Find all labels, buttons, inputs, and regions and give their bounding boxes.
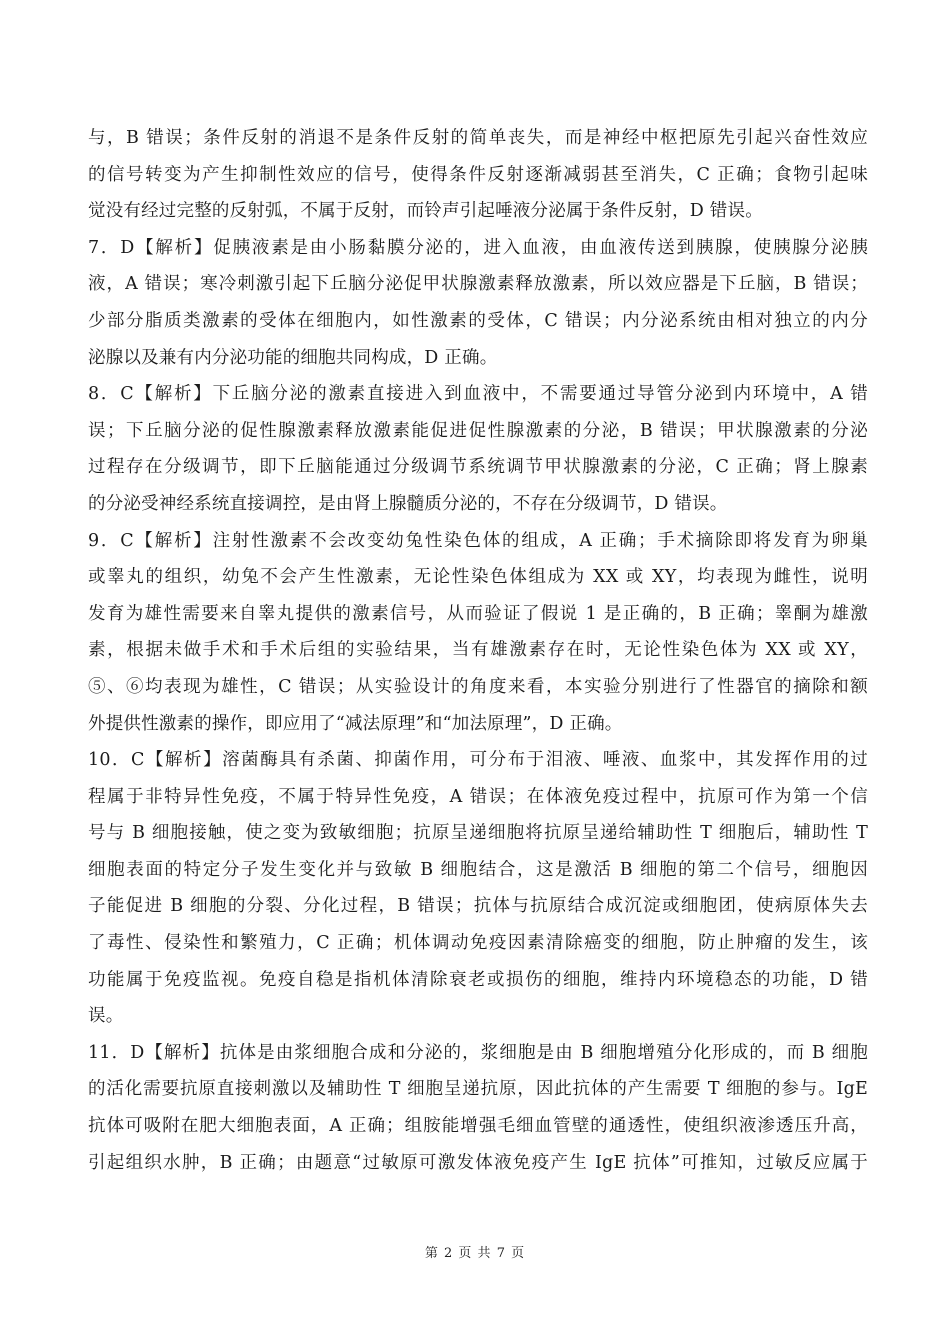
text-line: 子能促进 B 细胞的分裂、分化过程，B 错误；抗体与抗原结合成沉淀或细胞团，使病原体失去 bbox=[88, 896, 868, 917]
text-line: 素，根据未做手术和手术后组的实验结果，当有雄激素存在时，无论性染色体为 XX 或 XY， bbox=[88, 640, 868, 661]
text-line: 号与 B 细胞接触，使之变为致敏细胞；抗原呈递细胞将抗原呈递给辅助性 T 细胞后，辅助性 T bbox=[88, 823, 868, 844]
text-line: ⑤、⑥均表现为雄性，C 错误；从实验设计的角度来看，本实验分别进行了性器官的摘除和额 bbox=[88, 676, 868, 697]
text-line: 发育为雄性需要来自睾丸提供的激素信号，从而验证了假说 1 是正确的，B 正确；睾酮为雄激 bbox=[88, 603, 868, 624]
text-line: 8．C【解析】下丘脑分泌的激素直接进入到血液中，不需要通过导管分泌到内环境中，A 错 bbox=[88, 384, 868, 405]
text-line: 泌腺以及兼有内分泌功能的细胞共同构成，D 正确。 bbox=[88, 347, 498, 368]
text-line: 外提供性激素的操作，即应用了“减法原理”和“加法原理”，D 正确。 bbox=[88, 713, 623, 734]
text-line: 7．D【解析】促胰液素是由小肠黏膜分泌的，进入血液，由血液传送到胰腺，使胰腺分泌胰 bbox=[88, 237, 868, 258]
text-line: 误；下丘脑分泌的促性腺激素释放激素能促进促性腺激素的分泌，B 错误；甲状腺激素的分泌 bbox=[88, 420, 868, 441]
answer-explanations bbox=[88, 120, 868, 1181]
text-line: 误。 bbox=[88, 1006, 124, 1027]
text-line: 9．C【解析】注射性激素不会改变幼兔性染色体的组成，A 正确；手术摘除即将发育为卵巢 bbox=[88, 530, 868, 551]
text-line: 了毒性、侵染性和繁殖力，C 正确；机体调动免疫因素清除癌变的细胞，防止肿瘤的发生，该 bbox=[88, 933, 868, 954]
text-line: 的活化需要抗原直接刺激以及辅助性 T 细胞呈递抗原，因此抗体的产生需要 T 细胞的参与。IgE bbox=[88, 1079, 868, 1100]
text-line: 液，A 错误；寒冷刺激引起下丘脑分泌促甲状腺激素释放激素，所以效应器是下丘脑，B 错误； bbox=[88, 274, 868, 295]
text-line: 功能属于免疫监视。免疫自稳是指机体清除衰老或损伤的细胞，维持内环境稳态的功能，D 错 bbox=[88, 969, 868, 990]
text-line: 引起组织水肿，B 正确；由题意“过敏原可激发体液免疫产生 IgE 抗体”可推知，过敏反应属于 bbox=[88, 1152, 868, 1173]
text-line: 的信号转变为产生抑制性效应的信号，使得条件反射逐渐减弱甚至消失，C 正确；食物引起味 bbox=[88, 164, 868, 185]
text-line: 的分泌受神经系统直接调控，是由肾上腺髓质分泌的，不存在分级调节，D 错误。 bbox=[88, 493, 728, 514]
text-line: 觉没有经过完整的反射弧，不属于反射，而铃声引起唾液分泌属于条件反射，D 错误。 bbox=[88, 201, 763, 222]
text-line: 或睾丸的组织，幼兔不会产生性激素，无论性染色体组成为 XX 或 XY，均表现为雌性，说明 bbox=[88, 567, 868, 588]
text-line: 细胞表面的特定分子发生变化并与致敏 B 细胞结合，这是激活 B 细胞的第二个信号，细胞因 bbox=[88, 859, 868, 880]
page-footer: 第 2 页 共 7 页 bbox=[424, 1246, 526, 1261]
text-line: 程属于非特异性免疫，不属于特异性免疫，A 错误；在体液免疫过程中，抗原可作为第一个信 bbox=[88, 786, 868, 807]
text-line: 10．C【解析】溶菌酶具有杀菌、抑菌作用，可分布于泪液、唾液、血浆中，其发挥作用的过 bbox=[88, 750, 868, 771]
text-line: 抗体可吸附在肥大细胞表面，A 正确；组胺能增强毛细血管壁的通透性，使组织液渗透压升高， bbox=[88, 1116, 868, 1137]
text-line: 过程存在分级调节，即下丘脑能通过分级调节系统调节甲状腺激素的分泌，C 正确；肾上腺素 bbox=[88, 457, 868, 478]
text-line: 11．D【解析】抗体是由浆细胞合成和分泌的，浆细胞是由 B 细胞增殖分化形成的，而 B 细胞 bbox=[88, 1042, 868, 1063]
text-line: 与，B 错误；条件反射的消退不是条件反射的简单丧失，而是神经中枢把原先引起兴奋性效应 bbox=[88, 128, 868, 148]
text-line: 少部分脂质类激素的受体在细胞内，如性激素的受体，C 错误；内分泌系统由相对独立的内分 bbox=[88, 310, 868, 331]
